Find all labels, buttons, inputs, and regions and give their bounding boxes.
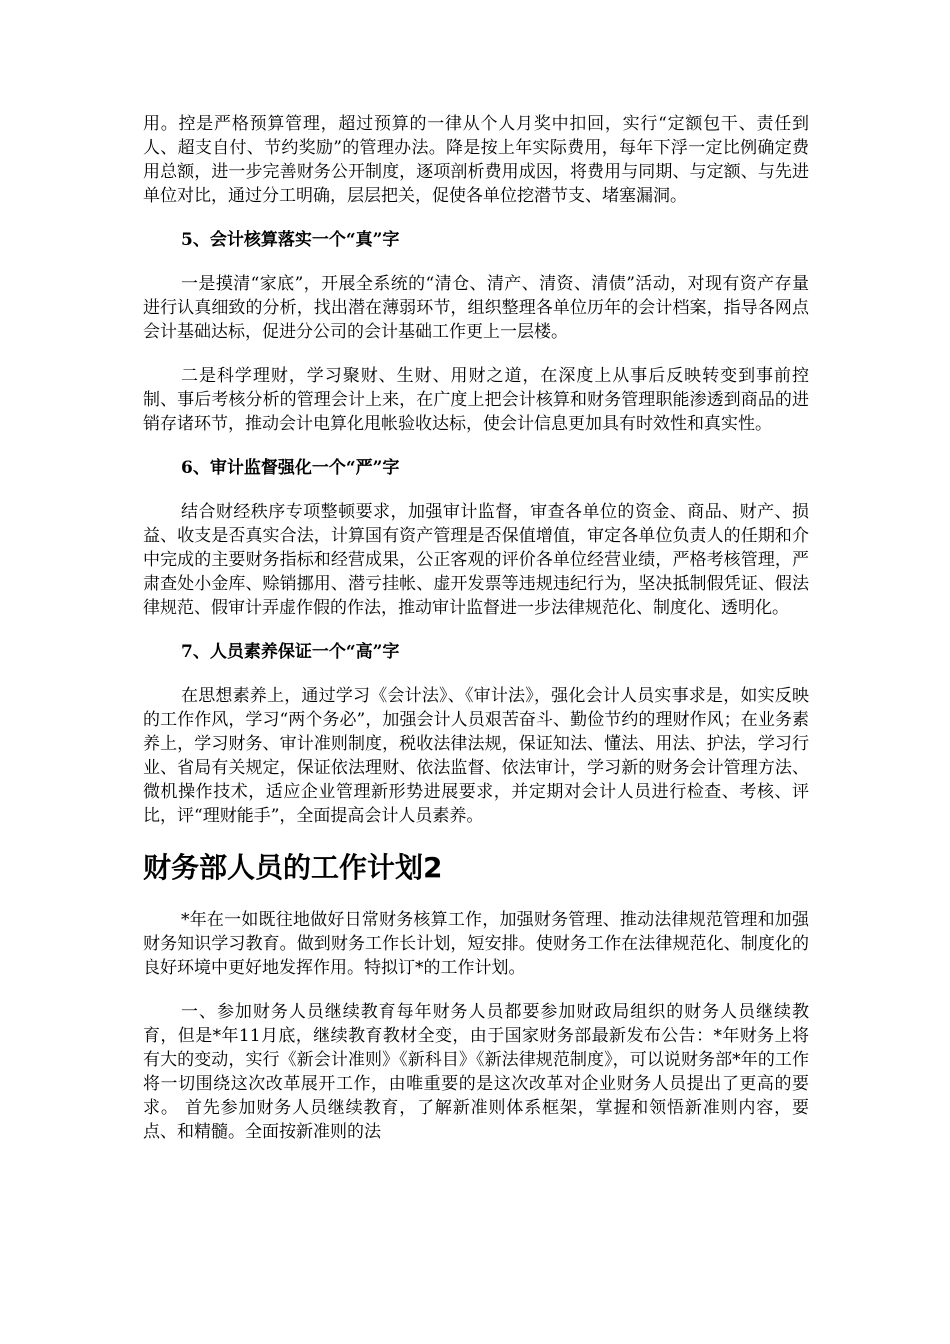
section-title: 财务部人员的工作计划2: [143, 851, 443, 884]
paragraph-continuing-education: 一、参加财务人员继续教育每年财务人员都要参加财政局组织的财务人员继续教育，但是*年11月底，继续教育教材全变，由于国家财务部最新发布公告：*年财务上将有大的变动，实行《新会计准则》《新科目》《新法律规范制度》，可以说财务部*年的工作将一切围绕这次改革展开工作，由唯重要的是这次改革对企业财务人员提出了更高的要求。 首先参加财务人员继续教育，了解新准则体系框架，掌握和领悟新准则内容，要点、和精髓。全面按新准则的法: [143, 1002, 809, 1142]
paragraph-assets-audit: 一是摸清“家底”，开展全系统的“清仓、清产、清资、清债”活动，对现有资产存量进行认真细致的分析，找出潜在薄弱环节，组织整理各单位历年的会计档案，指导各网点会计基础达标，促进分公司的会计基础工作更上一层楼。: [143, 274, 809, 342]
heading-audit-section: 6、审计监督强化一个“严”字: [181, 458, 400, 478]
paragraph-cost-control: 用。控是严格预算管理，超过预算的一律从个人月奖中扣回，实行“定额包干、责任到人、超支自付、节约奖励”的管理办法。降是按上年实际费用，每年下浮一定比例确定费用总额，进一步完善财务公开制度，逐项剖析费用成因，将费用与同期、与定额、与先进单位对比，通过分工明确，层层把关，促使各单位挖潜节支、堵塞漏洞。: [143, 114, 809, 206]
heading-accounting-section: 5、会计核算落实一个“真”字: [181, 230, 400, 250]
document-page: [143, 112, 809, 1144]
paragraph-audit-supervision: 结合财经秩序专项整顿要求，加强审计监督，审查各单位的资金、商品、财产、损益、收支是否真实合法，计算国有资产管理是否保值增值，审定各单位负责人的任期和介中完成的主要财务指标和经营成果，公正客观的评价各单位经营业绩，严格考核管理，严肃查处小金库、赊销挪用、潜亏挂帐、虚开发票等违规违纪行为，坚决抵制假凭证、假法律规范、假审计弄虚作假的作法，推动审计监督进一步法律规范化、制度化、透明化。: [143, 502, 809, 618]
paragraph-plan-intro: *年在一如既往地做好日常财务核算工作，加强财务管理、推动法律规范管理和加强财务知识学习教育。做到财务工作长计划，短安排。使财务工作在法律规范化、制度化的良好环境中更好地发挥作用。特拟订*的工作计划。: [143, 910, 809, 978]
heading-personnel-section: 7、人员素养保证一个“高”字: [181, 642, 400, 662]
paragraph-personnel-quality: 在思想素养上，通过学习《会计法》、《审计法》，强化会计人员实事求是，如实反映的工作作风，学习“两个务必”，加强会计人员艰苦奋斗、勤俭节约的理财作风；在业务素养上，学习财务、审计准则制度，税收法律法规，保证知法、懂法、用法、护法，学习行业、省局有关规定，保证依法理财、依法监督、依法审计，学习新的财务会计管理方法、微机操作技术，适应企业管理新形势进展要求，并定期对会计人员进行检查、考核、评比，评“理财能手”，全面提高会计人员素养。: [143, 686, 809, 826]
paragraph-financial-management: 二是科学理财，学习聚财、生财、用财之道，在深度上从事后反映转变到事前控制、事后考核分析的管理会计上来，在广度上把会计核算和财务管理职能渗透到商品的进销存诸环节，推动会计电算化甩帐验收达标，使会计信息更加具有时效性和真实性。: [143, 366, 809, 434]
